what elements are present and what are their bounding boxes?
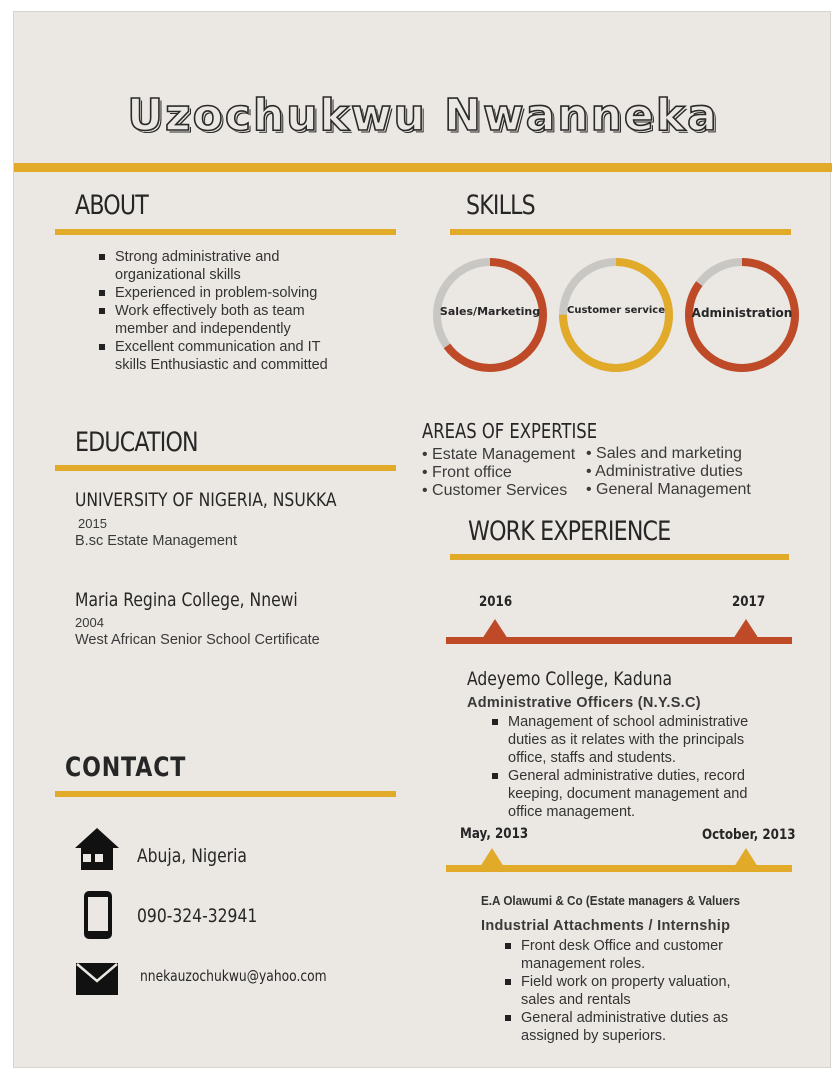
- timeline-marker-end: [733, 619, 759, 639]
- expertise-item-label: Estate Management: [432, 446, 576, 463]
- education-underline: [55, 465, 396, 471]
- contact-address: Abuja, Nigeria: [137, 845, 247, 867]
- timeline-marker-start: [480, 848, 504, 867]
- education-year: 2015: [78, 516, 107, 531]
- job-duty: Front desk Office and customer management roles.: [501, 937, 761, 973]
- job-duties: [488, 713, 773, 821]
- job-duties: [501, 937, 761, 1045]
- education-year: 2004: [75, 615, 104, 630]
- resume-page: [13, 11, 831, 1068]
- about-underline: [55, 229, 396, 235]
- about-item: Work effectively both as team member and independently: [95, 302, 345, 338]
- expertise-item: [586, 445, 751, 463]
- applicant-name: Uzochukwu Nwanneka: [127, 90, 719, 141]
- bullet-dot: •: [586, 463, 596, 480]
- skill-label-customer-service: Customer service: [567, 305, 665, 316]
- job-duty: General administrative duties as assigned by superiors.: [501, 1009, 761, 1045]
- job-duty: Management of school administrative duties as it relates with the principals office, staffs and students.: [488, 713, 773, 767]
- contact-email[interactable]: nnekauzochukwu@yahoo.com: [140, 967, 327, 985]
- expertise-item-label: Administrative duties: [595, 463, 743, 480]
- timeline-end-date: October, 2013: [702, 827, 796, 843]
- timeline-start-year: 2016: [479, 594, 513, 610]
- bullet-dot: •: [586, 445, 597, 462]
- about-item: Experienced in problem-solving: [95, 284, 345, 302]
- skill-label-administration: Administration: [691, 306, 793, 320]
- timeline-bar: [446, 637, 792, 644]
- skill-label-sales: Sales/Marketing: [439, 305, 541, 318]
- expertise-item: [586, 463, 751, 481]
- skills-underline: [450, 229, 791, 235]
- work-heading: WORK EXPERIENCE: [468, 516, 671, 547]
- about-item: Strong administrative and organizational skills: [95, 248, 345, 284]
- phone-icon: [83, 890, 113, 940]
- job-employer: E.A Olawumi & Co (Estate managers & Valuers: [481, 893, 741, 908]
- timeline-2: [446, 845, 792, 875]
- education-school: UNIVERSITY OF NIGERIA, NSUKKA: [75, 489, 337, 511]
- expertise-col-2: [586, 445, 751, 499]
- bullet-dot: •: [422, 464, 433, 481]
- header-divider: [14, 163, 832, 172]
- expertise-item-label: Sales and marketing: [596, 445, 742, 462]
- timeline-1: [446, 615, 792, 645]
- expertise-col-1: [422, 446, 575, 500]
- job-duty: General administrative duties, record keeping, document management and office management.: [488, 767, 773, 821]
- education-degree: West African Senior School Certificate: [75, 632, 320, 648]
- timeline-start-date: May, 2013: [460, 826, 529, 842]
- contact-underline: [55, 791, 396, 797]
- about-item: Excellent communication and IT skills Enthusiastic and committed: [95, 338, 345, 374]
- home-icon: [75, 826, 119, 870]
- expertise-heading: AREAS OF EXPERTISE: [422, 419, 598, 443]
- bullet-dot: •: [422, 446, 433, 463]
- expertise-item-label: Front office: [432, 464, 512, 481]
- expertise-item: [422, 482, 575, 500]
- bullet-dot: •: [422, 482, 433, 499]
- job-employer: Adeyemo College, Kaduna: [467, 668, 673, 690]
- expertise-item-label: General Management: [596, 481, 751, 498]
- job-role: Administrative Officers (N.Y.S.C): [467, 695, 701, 711]
- education-degree: B.sc Estate Management: [75, 533, 237, 549]
- timeline-marker-end: [734, 848, 758, 867]
- expertise-item: [586, 481, 751, 499]
- education-school: Maria Regina College, Nnewi: [75, 589, 298, 611]
- about-list: [95, 248, 345, 374]
- expertise-item-label: Customer Services: [432, 482, 568, 499]
- job-duty: Field work on property valuation, sales and rentals: [501, 973, 761, 1009]
- timeline-end-year: 2017: [732, 594, 766, 610]
- timeline-bar: [446, 865, 792, 872]
- about-heading: ABOUT: [75, 190, 149, 221]
- mail-icon: [76, 963, 118, 995]
- education-heading: EDUCATION: [75, 427, 198, 458]
- bullet-dot: •: [586, 481, 597, 498]
- skills-heading: SKILLS: [466, 190, 535, 221]
- work-underline: [450, 554, 789, 560]
- contact-heading: CONTACT: [65, 752, 187, 783]
- expertise-item: [422, 464, 575, 482]
- timeline-marker-start: [482, 619, 508, 639]
- expertise-item: [422, 446, 575, 464]
- job-role: Industrial Attachments / Internship: [481, 918, 731, 934]
- contact-phone: 090-324-32941: [137, 905, 258, 927]
